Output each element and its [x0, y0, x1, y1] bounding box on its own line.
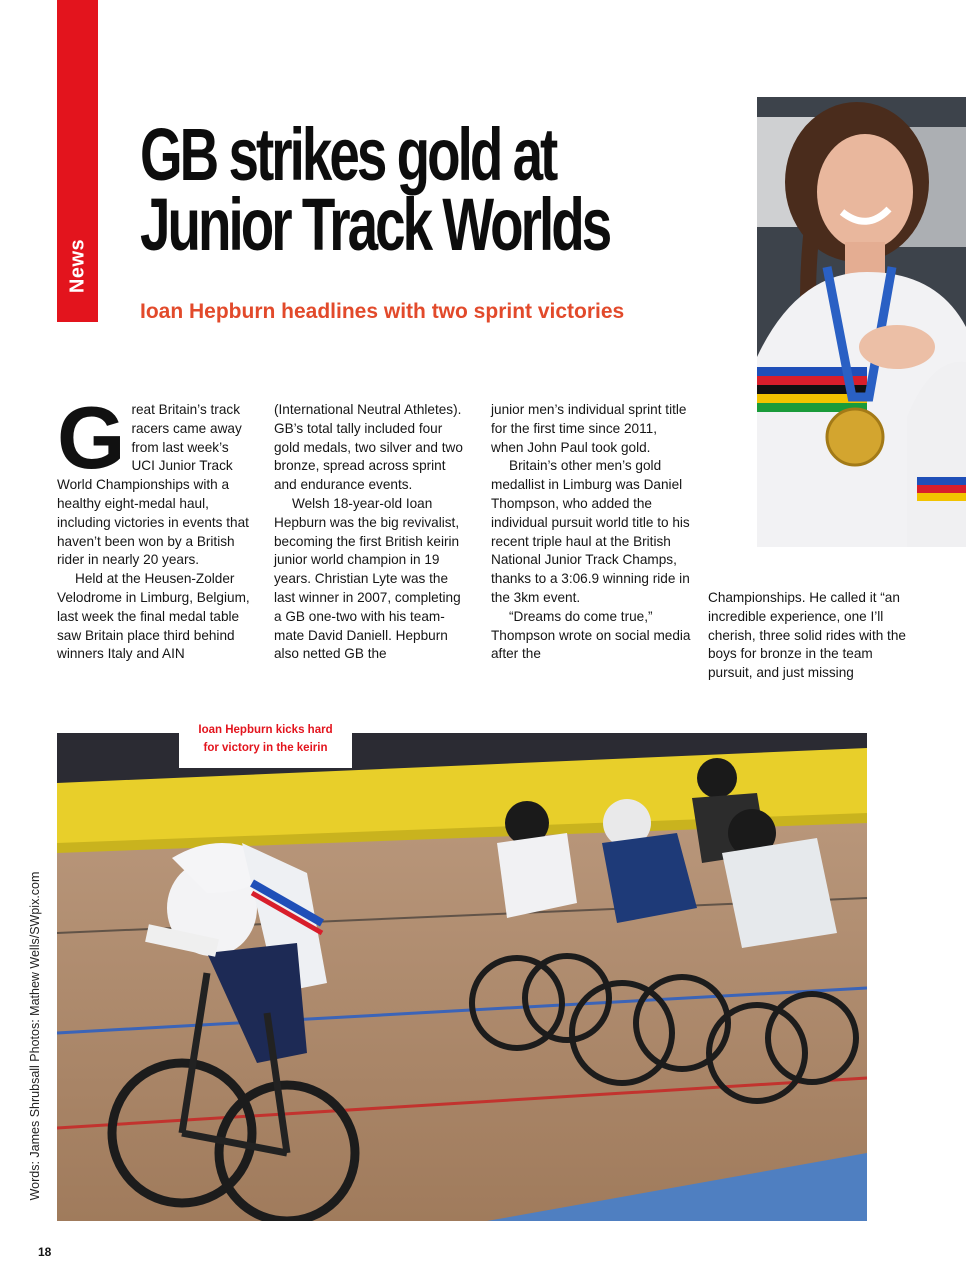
- col1-paragraph-1: reat Britain’s track racers came away from last week’s UCI Junior Track World Championships with a healthy eight-medal haul, including victories in events that haven’t been won by a British rider in nearly 20 years.: [57, 402, 249, 568]
- photo-credit: Words: James Shrubsall Photos: Mathew Wells/SWpix.com: [28, 871, 42, 1201]
- caption-line-2: for victory in the keirin: [203, 742, 328, 754]
- caption-line-1: Ioan Hepburn kicks hard: [198, 724, 333, 736]
- headline-line-2: Junior Track Worlds: [140, 183, 610, 266]
- section-tab: [57, 0, 98, 322]
- headline: [140, 113, 610, 266]
- hero-photo: [757, 97, 966, 547]
- col4-paragraph-1: Championships. He called it “an incredible experience, one I’ll cherish, three solid rides with the boys for bronze in the team pursuit, and just missing: [708, 590, 906, 681]
- col2-paragraph-1: (International Neutral Athletes). GB’s total tally included four gold medals, two silver and two bronze, spread across sprint and endurance events.: [274, 402, 463, 493]
- col3-paragraph-1: junior men’s individual sprint title for the first time since 2011, when John Paul took gold.: [491, 402, 687, 455]
- col1-paragraph-2: Held at the Heusen-Zolder Velodrome in Limburg, Belgium, last week the final medal table saw Britain place third behind winners Italy and AIN: [57, 571, 250, 662]
- body-column-2: [274, 401, 470, 664]
- section-label: News: [66, 238, 88, 294]
- body-column-4: [708, 589, 908, 683]
- headline-line-1: GB strikes gold at: [140, 113, 556, 196]
- col3-paragraph-2: Britain’s other men’s gold medallist in Limburg was Daniel Thompson, who added the individual pursuit world title to his recent triple haul at the British National Junior Track Champs, thanks to a 3:06.9 winning ride in the 3km event.: [491, 458, 690, 605]
- drop-cap: G: [57, 388, 126, 487]
- main-race-photo: [57, 733, 867, 1221]
- photo-caption: [179, 718, 352, 768]
- body-column-3: [491, 401, 691, 664]
- col2-paragraph-2: Welsh 18-year-old Ioan Hepburn was the big revivalist, becoming the first British keirin junior world champion in 19 years. Christian Lyte was the last winner in 2007, completing a GB one-two with his team-mate David Daniell. Hepburn also netted GB the: [274, 495, 461, 662]
- body-column-1: [57, 388, 252, 664]
- standfirst: Ioan Hepburn headlines with two sprint victories: [140, 300, 625, 323]
- main-photo-illustration: [57, 733, 867, 1221]
- hero-photo-illustration: [757, 97, 966, 547]
- page-number: 18: [38, 1245, 52, 1259]
- col3-paragraph-3: “Dreams do come true,” Thompson wrote on social media after the: [491, 608, 691, 662]
